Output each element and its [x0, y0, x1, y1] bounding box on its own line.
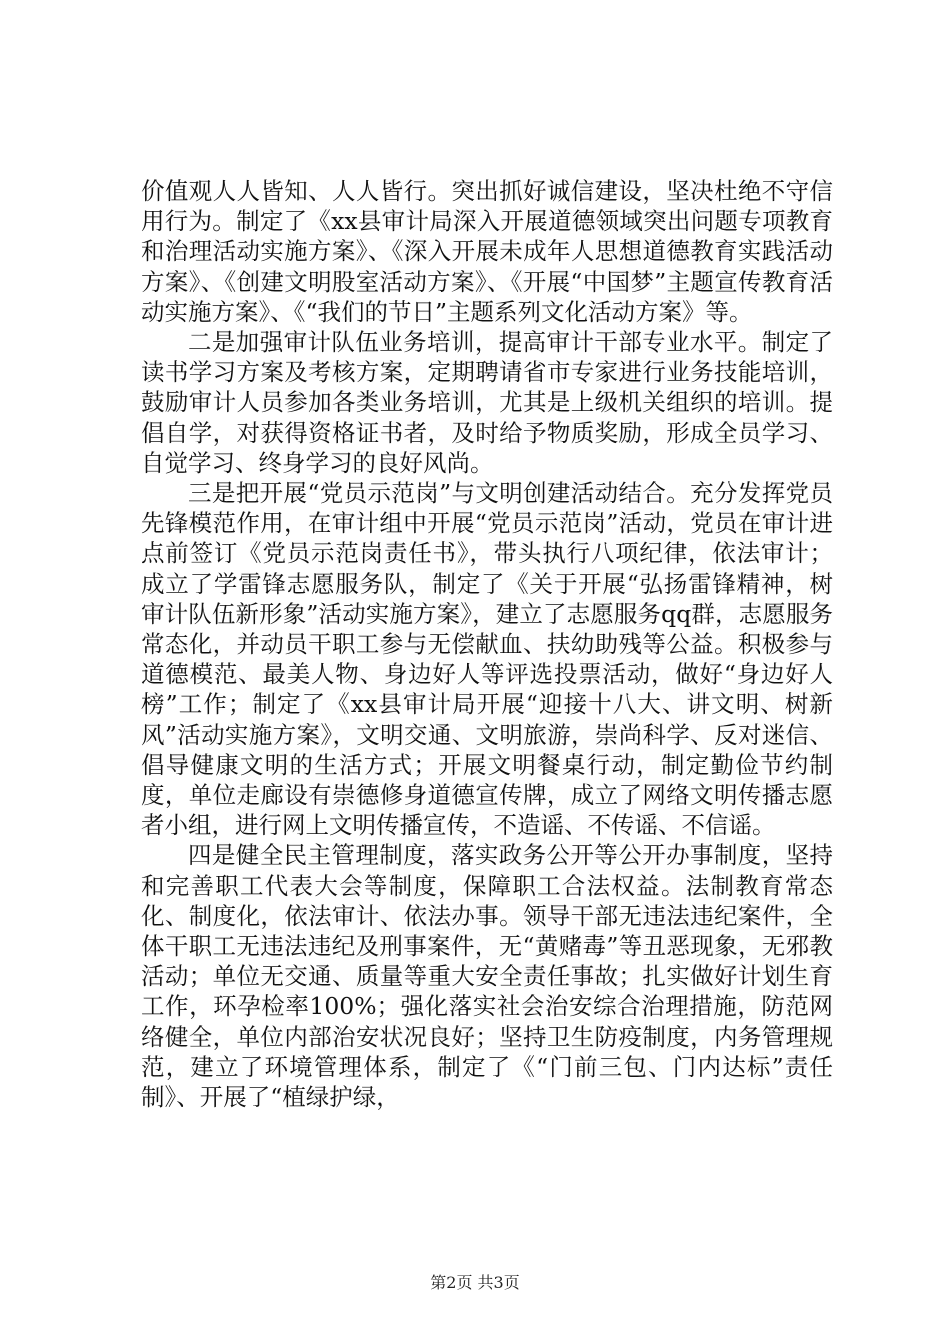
- paragraph-continued: 价值观人人皆知、人人皆行。突出抓好诚信建设，坚决杜绝不守信用行为。制定了《xx县审计局深入开展道德领域突出问题专项教育和治理活动实施方案》、《深入开展未成年人思想道德教育实践活动方案》、《创建文明股室活动方案》、《开展“中国梦”主题宣传教育活动实施方案》、《“我们的节日”主题系列文化活动方案》等。: [141, 177, 833, 326]
- paragraph-democratic-management: 四是健全民主管理制度，落实政务公开等公开办事制度，坚持和完善职工代表大会等制度，保障职工合法权益。法制教育常态化、制度化，依法审计、依法办事。领导干部无违法违纪案件，全体干职工无违法违纪及刑事案件，无“黄赌毒”等丑恶现象，无邪教活动；单位无交通、质量等重大安全责任事故；扎实做好计划生育工作，环孕检率100%；强化落实社会治安综合治理措施，防范网络健全，单位内部治安状况良好；坚持卫生防疫制度，内务管理规范，建立了环境管理体系，制定了《“门前三包、门内达标”责任制》、开展了“植绿护绿，: [141, 841, 833, 1112]
- paragraph-party-member: 三是把开展“党员示范岗”与文明创建活动结合。充分发挥党员先锋模范作用，在审计组中开展“党员示范岗”活动，党员在审计进点前签订《党员示范岗责任书》，带头执行八项纪律，依法审计；成立了学雷锋志愿服务队，制定了《关于开展“弘扬雷锋精神，树审计队伍新形象”活动实施方案》，建立了志愿服务qq群，志愿服务常态化，并动员干职工参与无偿献血、扶幼助残等公益。积极参与道德模范、最美人物、身边好人等评选投票活动，做好“身边好人榜”工作；制定了《xx县审计局开展“迎接十八大、讲文明、树新风”活动实施方案》，文明交通、文明旅游，崇尚科学、反对迷信、倡导健康文明的生活方式；开展文明餐桌行动，制定勤俭节约制度，单位走廊设有崇德修身道德宣传牌，成立了网络文明传播志愿者小组，进行网上文明传播宣传，不造谣、不传谣、不信谣。: [141, 479, 833, 840]
- body-text: [141, 176, 833, 1112]
- page-footer: [0, 1273, 950, 1293]
- page-number: 第2页 共3页: [430, 1273, 520, 1292]
- paragraph-training: 二是加强审计队伍业务培训，提高审计干部专业水平。制定了读书学习方案及考核方案，定期聘请省市专家进行业务技能培训，鼓励审计人员参加各类业务培训，尤其是上级机关组织的培训。提倡自学，对获得资格证书者，及时给予物质奖励，形成全员学习、自觉学习、终身学习的良好风尚。: [141, 328, 833, 477]
